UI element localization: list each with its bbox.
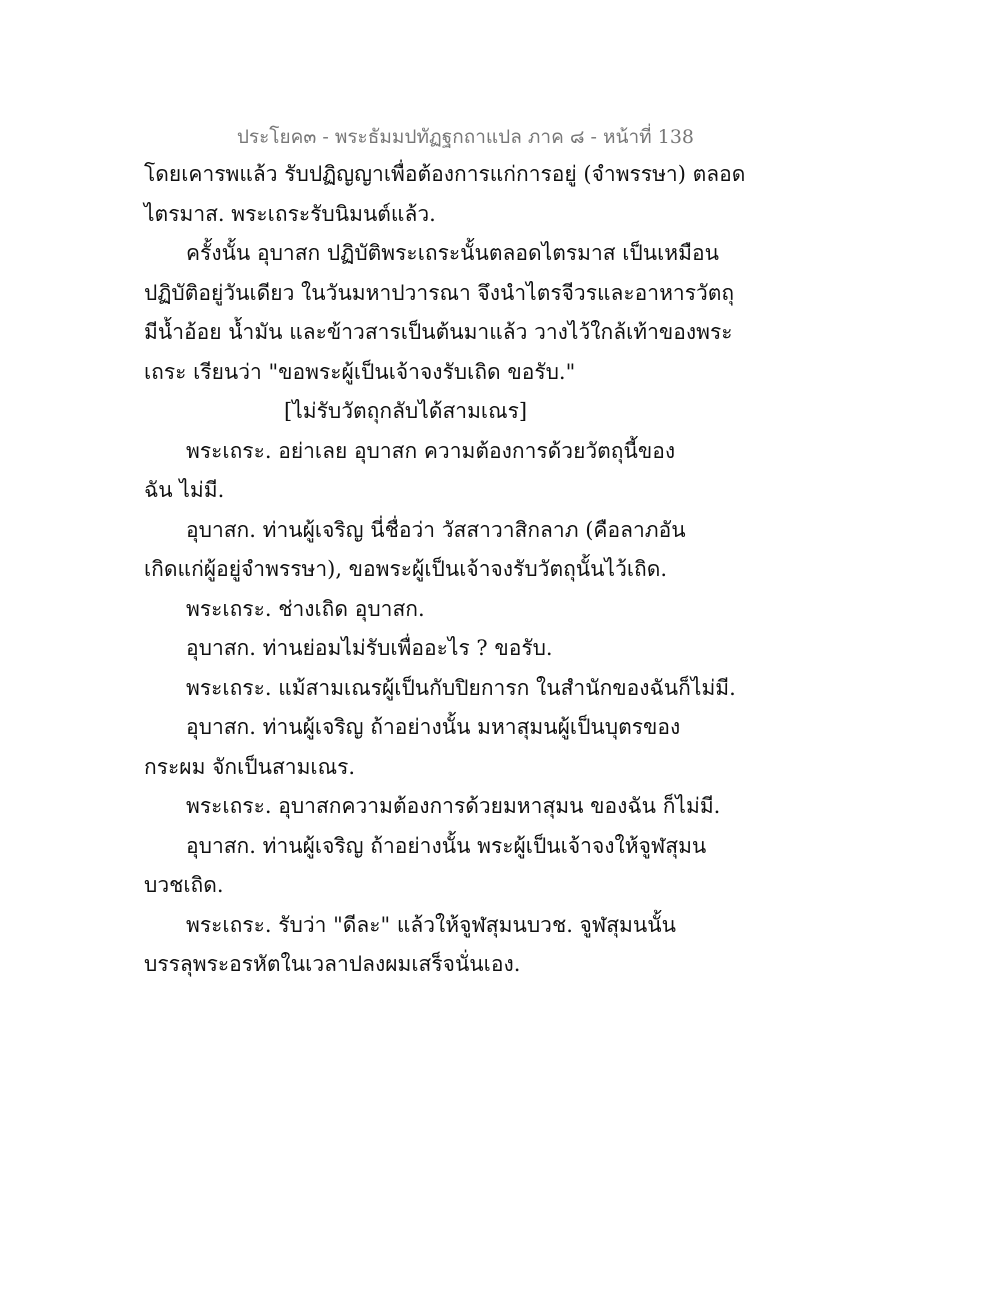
text-line: โดยเคารพแล้ว รับปฏิญญาเพื่อต้องการแก่การอยู่ (จำพรรษา) ตลอด: [144, 162, 746, 186]
text-line: บรรลุพระอรหัตในเวลาปลงผมเสร็จนั่นเอง.: [144, 952, 521, 976]
text-line: บวชเถิด.: [144, 873, 224, 897]
dialogue-line: อุบาสก. ท่านย่อมไม่รับเพื่ออะไร ? ขอรับ.: [186, 636, 553, 660]
dialogue-line: พระเถระ. แม้สามเณรผู้เป็นกับปิยการก ในสำนักของฉันก็ไม่มี.: [186, 675, 736, 700]
text-line: ไตรมาส. พระเถระรับนิมนต์แล้ว.: [144, 201, 436, 226]
section-heading: [ไม่รับวัตถุกลับได้สามเณร]: [284, 399, 528, 423]
text-line: ปฏิบัติอยู่วันเดียว ในวันมหาปวารณา จึงนำไตรจีวรและอาหารวัตถุ: [144, 280, 735, 305]
text-line: ฉัน ไม่มี.: [144, 478, 225, 502]
dialogue-line: พระเถระ. ช่างเถิด อุบาสก.: [186, 596, 425, 621]
dialogue-line: อุบาสก. ท่านผู้เจริญ ถ้าอย่างนั้น มหาสุมนผู้เป็นบุตรของ: [186, 715, 681, 739]
dialogue-line: พระเถระ. รับว่า "ดีละ" แล้วให้จูฬสุมนบวช. จูฬสุมนนั้น: [186, 912, 676, 937]
text-line: มีน้ำอ้อย น้ำมัน และข้าวสารเป็นต้นมาแล้ว วางไว้ใกล้เท้าของพระ: [144, 320, 733, 344]
dialogue-line: พระเถระ. อย่าเลย อุบาสก ความต้องการด้วยวัตถุนี้ของ: [186, 438, 676, 463]
paragraph-start: ครั้งนั้น อุบาสก ปฏิบัติพระเถระนั้นตลอดไตรมาส เป็นเหมือน: [186, 241, 719, 265]
text-line: เกิดแก่ผู้อยู่จำพรรษา), ขอพระผู้เป็นเจ้าจงรับวัตถุนั้นไว้เถิด.: [144, 557, 668, 581]
text-line: กระผม จักเป็นสามเณร.: [144, 754, 356, 779]
dialogue-line: อุบาสก. ท่านผู้เจริญ นี่ชื่อว่า วัสสาวาสิกลาภ (คือลาภอัน: [186, 517, 686, 542]
dialogue-line: พระเถระ. อุบาสกความต้องการด้วยมหาสุมน ของฉัน ก็ไม่มี.: [186, 794, 721, 818]
body-text: [144, 155, 746, 985]
page-header: ประโยค๓ - พระธัมมปทัฏฐกถาแปล ภาค ๘ - หน้าที่ 138: [236, 126, 694, 148]
dialogue-line: อุบาสก. ท่านผู้เจริญ ถ้าอย่างนั้น พระผู้เป็นเจ้าจงให้จูฬสุมน: [186, 833, 707, 858]
text-line: เถระ เรียนว่า "ขอพระผู้เป็นเจ้าจงรับเถิด ขอรับ.": [144, 359, 576, 384]
